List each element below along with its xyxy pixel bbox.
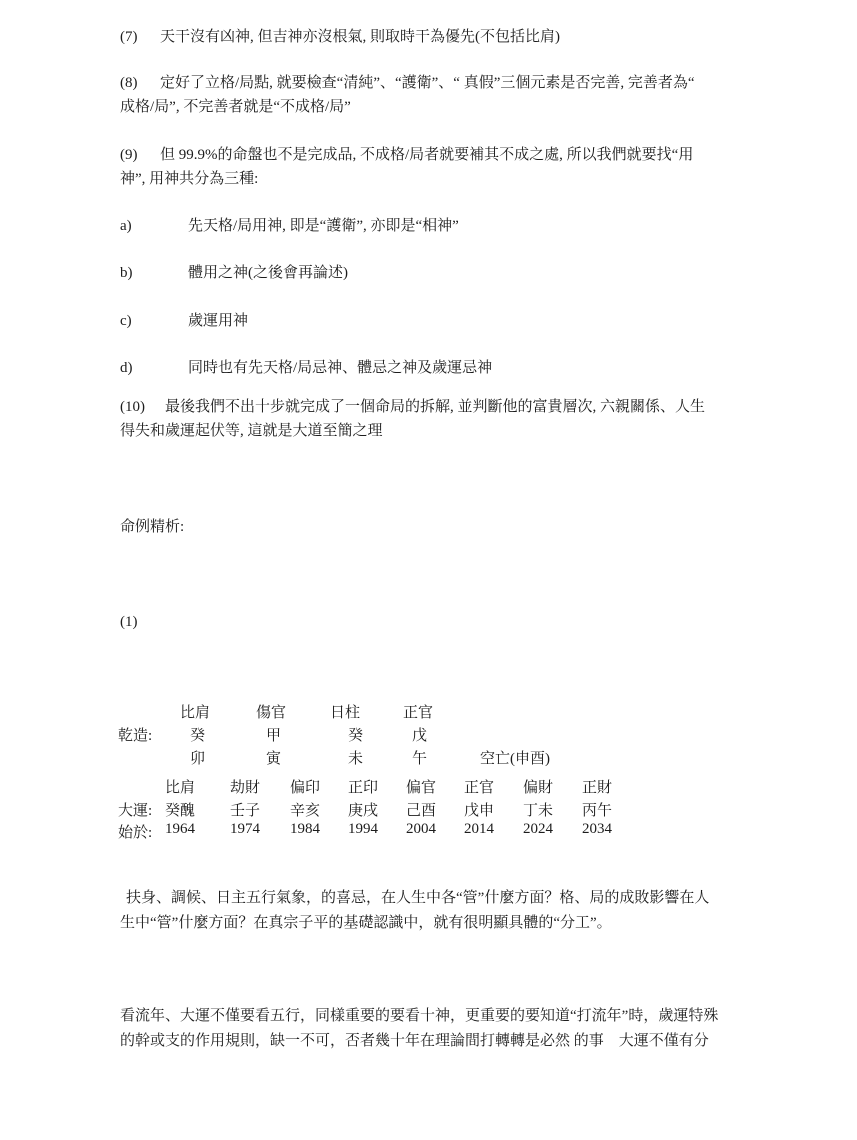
list-item-text: 同時也有先天格/局忌神、體忌之神及歲運忌神 (188, 360, 493, 376)
natal-header-cell: 傷官 (256, 705, 287, 721)
start-year-cell: 2014 (464, 821, 494, 837)
natal-header-cell: 比肩 (180, 705, 211, 721)
list-item-marker: b) (120, 265, 133, 281)
natal-branch-cell: 午 (412, 751, 428, 767)
luck-pillar-cell: 戊申 (464, 803, 495, 819)
example-number: (1) (120, 614, 138, 630)
section-title: 命例精析: (120, 519, 185, 535)
natal-branch-cell: 未 (348, 751, 364, 767)
luck-god-cell: 正印 (348, 780, 379, 796)
paragraph-text: 生中“管”什麼方面？在真宗子平的基礎認識中，就有很明顯具體的“分工”。 (120, 915, 612, 931)
luck-gods-row (0, 776, 857, 798)
start-year-cell: 2004 (406, 821, 436, 837)
luck-god-cell: 偏官 (406, 780, 437, 796)
natal-stem-cell: 甲 (266, 728, 282, 744)
luck-pillars-row (0, 799, 857, 821)
paragraph-text: 扶身、調候、日主五行氣象，的喜忌，在人生中各“管”什麼方面？格、局的成敗影響在人 (126, 890, 710, 906)
luck-pillar-cell: 丁未 (523, 803, 554, 819)
start-year-cell: 1994 (348, 821, 378, 837)
natal-branches-row (0, 747, 857, 769)
list-item-marker: a) (120, 218, 132, 234)
paragraph-text: 成格/局”, 不完善者就是“不成格/局” (120, 99, 351, 115)
luck-years-row (0, 821, 857, 843)
luck-god-cell: 比肩 (165, 780, 196, 796)
paragraph-text: 神”, 用神共分為三種: (120, 171, 259, 187)
luck-god-cell: 劫財 (230, 780, 261, 796)
start-year-cell: 1974 (230, 821, 260, 837)
luck-pillar-cell: 壬子 (230, 803, 261, 819)
paragraph-marker: (9) (120, 147, 138, 163)
natal-header-cell: 正官 (403, 705, 434, 721)
natal-stem-cell: 戊 (412, 728, 428, 744)
paragraph-text: 定好了立格/局點, 就要檢查“清純”、“護衛”、“ 真假”三個元素是否完善, 完善者為“ (160, 75, 695, 91)
luck-pillar-cell: 丙午 (582, 803, 613, 819)
luck-god-cell: 偏印 (290, 780, 321, 796)
luck-god-cell: 正官 (464, 780, 495, 796)
list-item-marker: d) (120, 360, 133, 376)
list-item-text: 體用之神(之後會再論述) (188, 265, 348, 281)
natal-branch-cell: 卯 (190, 751, 206, 767)
luck-pillar-cell: 辛亥 (290, 803, 321, 819)
natal-stem-cell: 癸 (348, 728, 364, 744)
luck-label: 大運: (118, 803, 153, 819)
paragraph-text: 得失和歲運起伏等, 這就是大道至簡之理 (120, 423, 383, 439)
natal-header-cell: 日柱 (330, 705, 361, 721)
paragraph-text: 最後我們不出十步就完成了一個命局的拆解, 並判斷他的富貴層次, 六親關係、人生 (165, 399, 706, 415)
paragraph-text: 的幹或支的作用規則，缺一不可，否者幾十年在理論間打轉轉是必然 的事 大運不僅有分 (120, 1033, 709, 1049)
natal-stems-row (0, 724, 857, 746)
natal-branch-cell: 寅 (266, 751, 282, 767)
start-year-cell: 1964 (165, 821, 195, 837)
start-year-cell: 2034 (582, 821, 612, 837)
luck-pillar-cell: 庚戌 (348, 803, 379, 819)
luck-god-cell: 正財 (582, 780, 613, 796)
paragraph-text: 看流年、大運不僅要看五行，同樣重要的要看十神，更重要的要知道“打流年”時，歲運特殊 (120, 1008, 719, 1024)
paragraph-marker: (10) (120, 399, 145, 415)
list-item-marker: c) (120, 313, 132, 329)
void-note: 空亡(申酉) (480, 751, 550, 767)
luck-pillar-cell: 癸醜 (165, 803, 196, 819)
luck-pillar-cell: 己酉 (406, 803, 437, 819)
natal-header-row (0, 701, 857, 723)
natal-stem-cell: 癸 (190, 728, 206, 744)
list-item-text: 歲運用神 (188, 313, 249, 329)
start-year-cell: 1984 (290, 821, 320, 837)
list-item-text: 先天格/局用神, 即是“護衛”, 亦即是“相神” (188, 218, 459, 234)
paragraph-text: 但 99.9%的命盤也不是完成品, 不成格/局者就要補其不成之處, 所以我們就要找“用 (160, 147, 694, 163)
start-year-cell: 2024 (523, 821, 553, 837)
natal-label: 乾造: (118, 728, 153, 744)
paragraph-marker: (8) (120, 75, 138, 91)
paragraph-text: 天干沒有凶神, 但吉神亦沒根氣, 則取時干為優先(不包括比肩) (160, 29, 560, 45)
start-label: 始於: (118, 825, 153, 841)
luck-god-cell: 偏財 (523, 780, 554, 796)
paragraph-marker: (7) (120, 29, 138, 45)
